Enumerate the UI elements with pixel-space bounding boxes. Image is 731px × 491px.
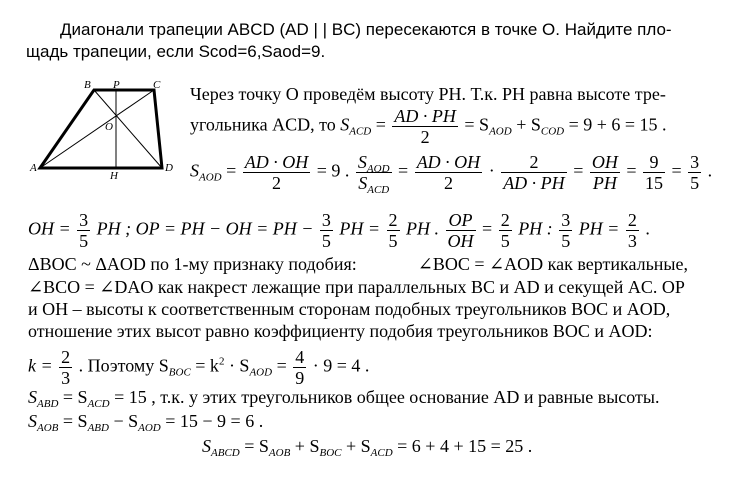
- trapezoid-outline: [40, 90, 162, 168]
- similarity-line-1: ΔBOC ~ ΔAOD по 1-му признаку подобия: ∠BOC = ∠AOD как вертикальные,: [28, 254, 688, 274]
- area-aob-line: $S_{AOB} = S_{ABD} - S_{AOD} = 15 - 9 = 6$ .: [28, 411, 264, 434]
- label-o: O: [105, 121, 113, 133]
- area-abd-line: $S_{ABD} = S_{ACD} = 15$ , т.к. у этих треугольников общее основание AD и равные высоты.: [28, 387, 660, 410]
- diagonal-ac: [40, 90, 154, 168]
- s-acd: S: [340, 114, 350, 135]
- similarity-coefficient-line: k = $\frac{2}{3}$ . Поэтому $S_{BOC} = k^2 \cdot S_{AOD}$ = $\frac{4}{9}$ · 9 = 4 .: [28, 347, 370, 388]
- solution-line-2: угольника ACD, то $S_{ACD}$ = $\frac{AD \cdot PH}{2}$ = $S_{AOD} + S_{COD} = 9 + 6 = 15$ .: [190, 106, 667, 147]
- label-b: B: [84, 79, 91, 91]
- label-d: D: [165, 162, 173, 174]
- result-15: = 9 + 6 = 15 .: [568, 114, 667, 135]
- similarity-line-2: ∠BCO = ∠DAO как накрест лежащие при параллельных BC и AD и секущей AC. OP: [28, 277, 685, 297]
- solution-line-1: Через точку O проведём высоту PH. Т.к. PH равна высоте тре-: [190, 84, 666, 104]
- sub-acd: ACD: [349, 125, 372, 138]
- problem-line-2: щадь трапеции, если Scod=6,Saod=9.: [26, 42, 326, 61]
- label-c: C: [153, 79, 161, 91]
- similarity-line-3: и OH – высоты к соответственным сторонам подобных треугольников BOC и AOD,: [28, 299, 671, 319]
- solution-line-3: $S_{AOD}$ = $\frac{AD \cdot OH}{2}$ = 9 . $S_{AOD}$ $S_{ACD}$ = $\frac{AD \cdot OH}{2}$ · $\frac{2}{AD \cdot PH}$ = $\frac{OH}{PH}$ = $\frac{9}{15}$ = $\frac{3}{5}$ .: [190, 152, 713, 196]
- final-answer-line: $S_{ABCD} = S_{AOB} + S_{BOC} + S_{ACD} = 6 + 4 + 15 = 25$ .: [202, 436, 533, 459]
- fraction-s-ratio: $S_{AOD}$ $S_{ACD}$: [357, 152, 390, 196]
- similarity-line-4: отношение этих высот равно коэффициенту подобия треугольников BOC и AOD:: [28, 321, 653, 341]
- trapezoid-figure: [26, 78, 186, 180]
- solution-line-4: OH = $\frac{3}{5}$ PH ; OP = PH − OH = PH − $\frac{3}{5}$ PH = $\frac{2}{5}$ PH . $\frac{OP}{OH}$ = $\frac{2}{5}$ PH : $\frac{3}{5}$ PH = $\frac{2}{3}$ .: [28, 210, 650, 251]
- label-h: H: [110, 170, 118, 180]
- label-p: P: [113, 79, 120, 91]
- label-a: A: [30, 162, 37, 174]
- problem-line-1: Диагонали трапеции ABCD (AD | | BC) пересекаются в точке О. Найдите пло-: [60, 20, 672, 39]
- plus-s-cod: + S: [516, 114, 541, 135]
- text-triangle-acd: угольника ACD, то: [190, 114, 336, 135]
- fraction-ad-oh: $\frac{AD \cdot OH}{2}$: [244, 152, 309, 193]
- fraction-ad-ph: $\frac{AD \cdot PH}{2}$: [394, 106, 456, 147]
- eq-s-aod: = S: [464, 114, 490, 135]
